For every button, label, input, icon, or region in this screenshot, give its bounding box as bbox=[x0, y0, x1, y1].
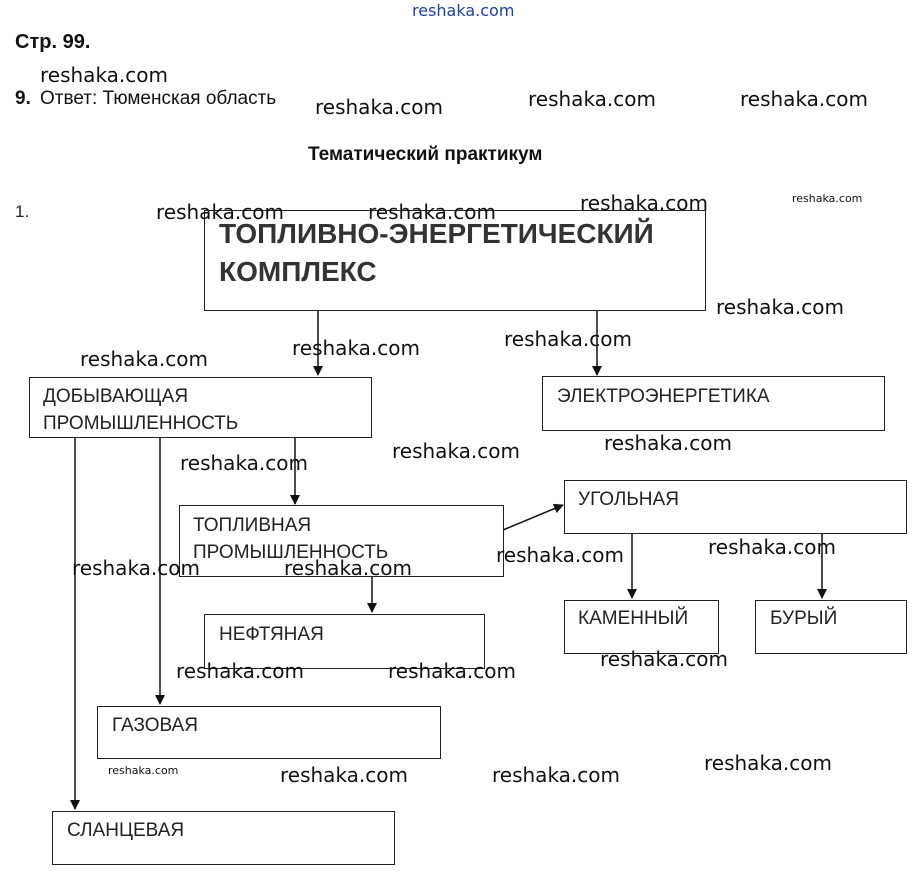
gas-box bbox=[97, 706, 441, 759]
coal-label: УГОЛЬНАЯ bbox=[578, 489, 679, 510]
mining-line-1: ДОБЫВАЮЩАЯ bbox=[43, 386, 189, 407]
watermark: reshaka.com bbox=[156, 200, 284, 224]
watermark: reshaka.com bbox=[716, 295, 844, 319]
watermark: reshaka.com bbox=[284, 556, 412, 580]
stone-coal-box bbox=[564, 600, 719, 654]
watermark: reshaka.com bbox=[388, 659, 516, 683]
electro-box bbox=[542, 376, 885, 431]
watermark: reshaka.com bbox=[292, 336, 420, 360]
watermark: reshaka.com bbox=[708, 535, 836, 559]
section-title: Тематический практикум bbox=[308, 144, 543, 165]
watermark: reshaka.com bbox=[704, 751, 832, 775]
watermark: reshaka.com bbox=[315, 95, 443, 119]
watermark: reshaka.com bbox=[280, 763, 408, 787]
watermark: reshaka.com bbox=[504, 327, 632, 351]
fuel-line-2: ПРОМЫШЛЕННОСТЬ bbox=[193, 542, 389, 563]
watermark: reshaka.com bbox=[600, 647, 728, 671]
coal-box bbox=[564, 480, 907, 534]
stone-coal-label: КАМЕННЫЙ bbox=[578, 608, 689, 629]
brown-coal-box bbox=[755, 600, 907, 654]
question-9-answer: Ответ: Тюменская область bbox=[40, 88, 277, 109]
watermark: reshaka.com bbox=[740, 87, 868, 111]
fuel-line-1: ТОПЛИВНАЯ bbox=[193, 515, 312, 536]
watermark: reshaka.com bbox=[176, 659, 304, 683]
watermark: reshaka.com bbox=[492, 763, 620, 787]
page-reference: Стр. 99. bbox=[15, 31, 91, 53]
mining-box bbox=[29, 377, 372, 438]
gas-label: ГАЗОВАЯ bbox=[112, 715, 198, 736]
root-line-1: ТОПЛИВНО-ЭНЕРГЕТИЧЕСКИЙ bbox=[219, 218, 654, 249]
watermark: reshaka.com bbox=[580, 191, 708, 215]
arrow-fuel-to-coal bbox=[503, 505, 563, 530]
electro-label: ЭЛЕКТРОЭНЕРГЕТИКА bbox=[557, 386, 770, 407]
watermark: reshaka.com bbox=[528, 87, 656, 111]
shale-label: СЛАНЦЕВАЯ bbox=[67, 820, 185, 841]
watermark: reshaka.com bbox=[392, 439, 520, 463]
root-line-2: КОМПЛЕКС bbox=[219, 256, 377, 287]
site-header-link[interactable]: reshaka.com bbox=[412, 1, 515, 20]
watermark: reshaka.com bbox=[180, 451, 308, 475]
watermark: reshaka.com bbox=[80, 347, 208, 371]
watermark: reshaka.com bbox=[108, 764, 179, 777]
shale-box bbox=[52, 811, 395, 865]
root-box bbox=[204, 210, 706, 311]
brown-coal-label: БУРЫЙ bbox=[770, 608, 838, 629]
watermark: reshaka.com bbox=[368, 200, 496, 224]
watermark: reshaka.com bbox=[72, 556, 200, 580]
watermark: reshaka.com bbox=[40, 63, 168, 87]
question-9-number: 9. bbox=[15, 88, 31, 109]
watermark: reshaka.com bbox=[604, 431, 732, 455]
oil-label: НЕФТЯНАЯ bbox=[219, 624, 324, 645]
mining-line-2: ПРОМЫШЛЕННОСТЬ bbox=[43, 413, 239, 434]
watermark: reshaka.com bbox=[792, 192, 863, 205]
watermark: reshaka.com bbox=[496, 543, 624, 567]
item-number: 1. bbox=[15, 202, 30, 221]
